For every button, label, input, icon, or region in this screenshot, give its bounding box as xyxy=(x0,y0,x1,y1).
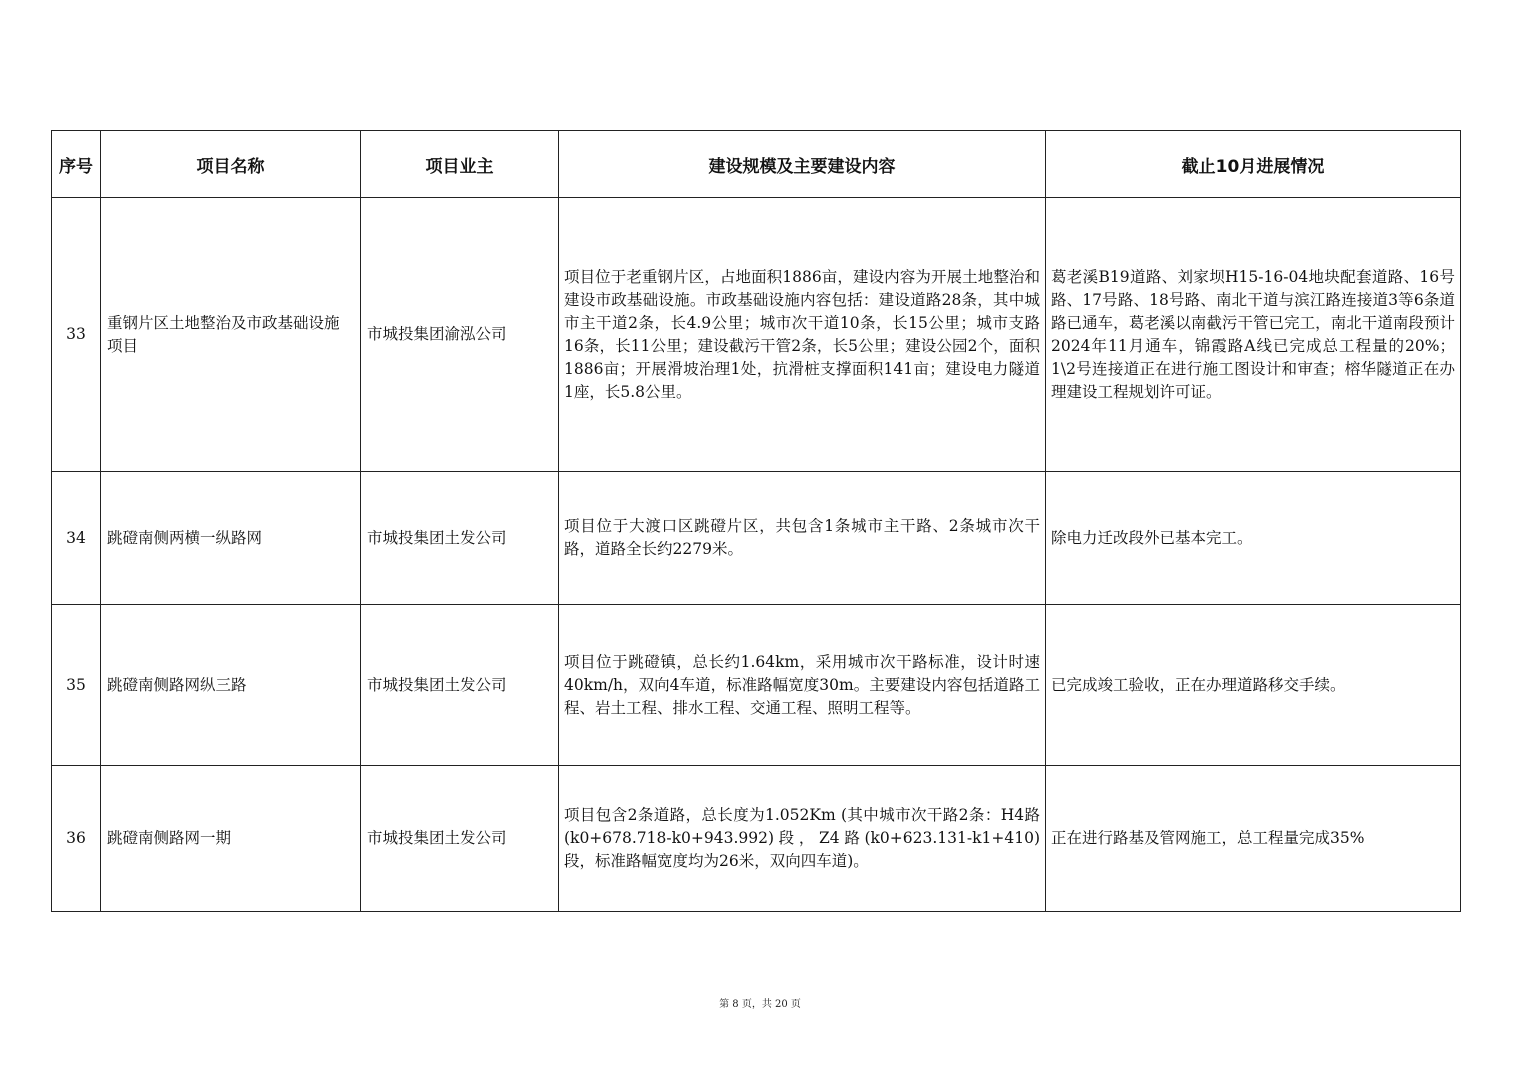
page-footer: 第 8 页，共 20 页 xyxy=(719,999,801,1010)
row-number: 33 xyxy=(52,198,101,472)
header-no: 序号 xyxy=(52,131,101,198)
header-name: 项目名称 xyxy=(101,131,361,198)
header-scope: 建设规模及主要建设内容 xyxy=(559,131,1046,198)
row-number: 36 xyxy=(52,766,101,912)
project-scope: 项目位于老重钢片区，占地面积1886亩，建设内容为开展土地整治和建设市政基础设施。市政基础设施内容包括：建设道路28条，其中城市主干道2条，长4.9公里；城市次干道10条，长15公里；城市支路16条，长11公里；建设截污干管2条，长5公里；建设公园2个，面积1886亩；开展滑坡治理1处，抗滑桩支撑面积141亩；建设电力隧道1座，长5.8公里。 xyxy=(559,198,1046,472)
project-owner: 市城投集团土发公司 xyxy=(361,605,559,766)
project-scope: 项目位于跳磴镇，总长约1.64km，采用城市次干路标准，设计时速40km/h，双向4车道，标准路幅宽度30m。主要建设内容包括道路工程、岩土工程、排水工程、交通工程、照明工程等。 xyxy=(559,605,1046,766)
project-progress: 已完成竣工验收，正在办理道路移交手续。 xyxy=(1046,605,1461,766)
project-scope: 项目包含2条道路，总长度为1.052Km (其中城市次干路2条：H4路(k0+678.718-k0+943.992)段，Z4路(k0+623.131-k1+410)段，标准路幅宽度均为26米，双向四车道)。 xyxy=(559,766,1046,912)
project-name: 跳磴南侧两横一纵路网 xyxy=(101,472,361,605)
project-name: 重钢片区土地整治及市政基础设施项目 xyxy=(101,198,361,472)
project-progress: 正在进行路基及管网施工，总工程量完成35% xyxy=(1046,766,1461,912)
row-number: 35 xyxy=(52,605,101,766)
project-scope: 项目位于大渡口区跳磴片区，共包含1条城市主干路、2条城市次干路，道路全长约2279米。 xyxy=(559,472,1046,605)
project-progress: 葛老溪B19道路、刘家坝H15-16-04地块配套道路、16号路、17号路、18号路、南北干道与滨江路连接道3等6条道路已通车，葛老溪以南截污干管已完工，南北干道南段预计2024年11月通车，锦霞路A线已完成总工程量的20%；1\2号连接道正在进行施工图设计和审查；榕华隧道正在办理建设工程规划许可证。 xyxy=(1046,198,1461,472)
table-row xyxy=(52,766,1461,912)
table-row xyxy=(52,605,1461,766)
project-name: 跳磴南侧路网纵三路 xyxy=(101,605,361,766)
project-owner: 市城投集团土发公司 xyxy=(361,766,559,912)
header-owner: 项目业主 xyxy=(361,131,559,198)
row-number: 34 xyxy=(52,472,101,605)
table-header-row xyxy=(52,131,1461,198)
project-owner: 市城投集团渝泓公司 xyxy=(361,198,559,472)
project-name: 跳磴南侧路网一期 xyxy=(101,766,361,912)
header-progress: 截止10月进展情况 xyxy=(1046,131,1461,198)
project-progress: 除电力迁改段外已基本完工。 xyxy=(1046,472,1461,605)
table-row xyxy=(52,198,1461,472)
project-table xyxy=(51,130,1461,912)
project-owner: 市城投集团土发公司 xyxy=(361,472,559,605)
table-row xyxy=(52,472,1461,605)
